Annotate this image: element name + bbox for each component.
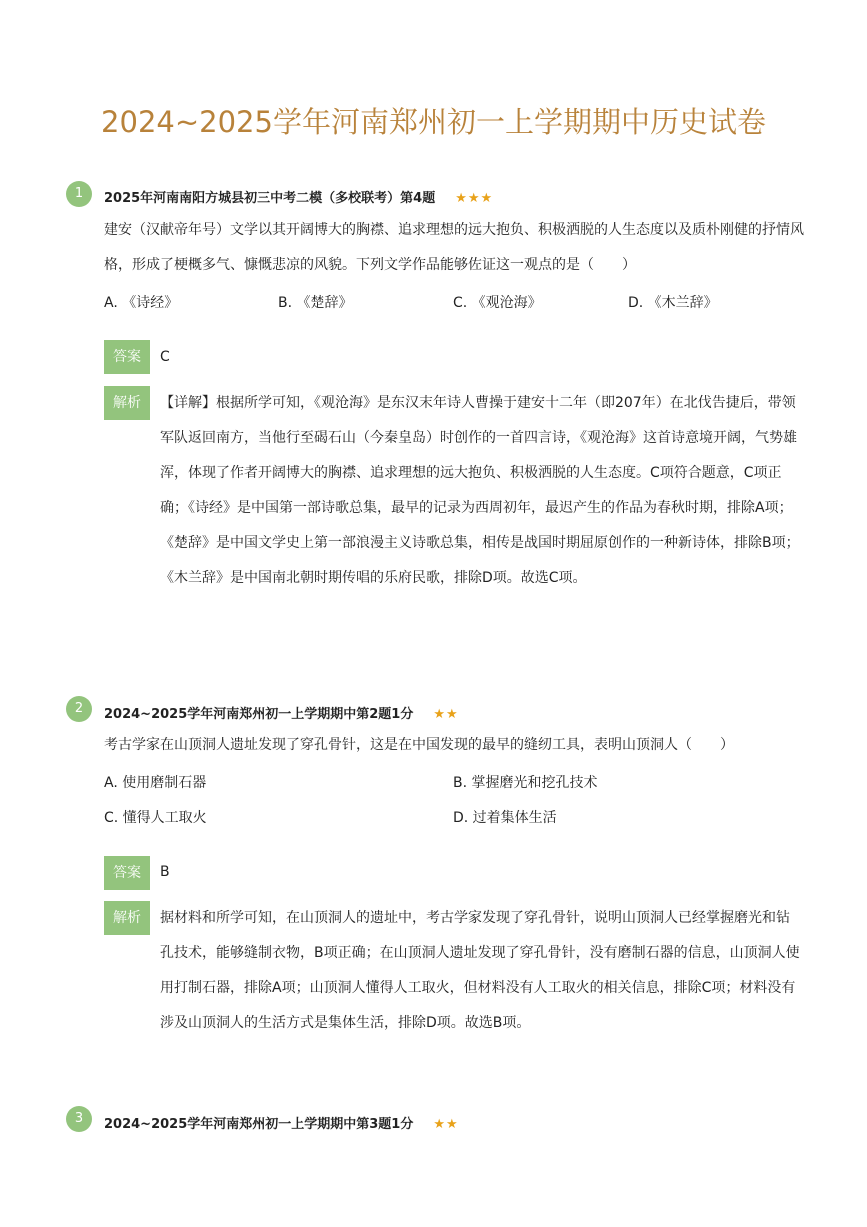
option-c: C. 《观沧海》 (453, 295, 542, 311)
question-source-text: 2024~2025学年河南郑州初一上学期期中第3题1分 (104, 1117, 414, 1132)
question-stem: 建安（汉献帝年号）文学以其开阔博大的胸襟、追求理想的远大抱负、积极洒脱的人生态度以及质朴刚健的抒情风格，形成了梗概多气、慷慨悲凉的风貌。下列文学作品能够佐证这一观点的是（ ） (104, 222, 804, 273)
analysis-tag: 解析 (104, 386, 150, 420)
question-source (104, 703, 459, 722)
question-source-text: 2024~2025学年河南郑州初一上学期期中第2题1分 (104, 707, 414, 722)
question-number-badge: 2 (66, 696, 92, 722)
option-d: D. 《木兰辞》 (628, 295, 718, 311)
answer-value: C (160, 349, 170, 365)
analysis-text: 【详解】根据所学可知，《观沧海》是东汉末年诗人曹操于建安十二年（即207年）在北伐告捷后，带领军队返回南方，当他行至碣石山（今秦皇岛）时创作的一首四言诗，《观沧海》这首诗意境开阔，气势雄浑，体现了作者开阔博大的胸襟、追求理想的远大抱负、积极洒脱的人生态度。C项符合题意，C项正确；《诗经》是中国第一部诗歌总集，最早的记录为西周初年，最迟产生的作品为春秋时期，排除A项；《楚辞》是中国文学史上第一部浪漫主义诗歌总集，相传是战国时期屈原创作的一种新诗体，排除B项；《木兰辞》是中国南北朝时期传唱的乐府民歌，排除D项。故选C项。 (160, 395, 800, 586)
question-source-text: 2025年河南南阳方城县初三中考二模（多校联考）第4题 (104, 191, 436, 206)
page-title: 2024~2025学年河南郑州初一上学期期中历史试卷 (101, 105, 766, 139)
question-stem: 考古学家在山顶洞人遗址发现了穿孔骨针，这是在中国发现的最早的缝纫工具，表明山顶洞人（ ） (104, 737, 734, 753)
question-number-badge: 1 (66, 181, 92, 207)
answer-value: B (160, 864, 170, 880)
answer-tag: 答案 (104, 856, 150, 890)
option-a: A. 《诗经》 (104, 295, 179, 311)
option-b: B. 《楚辞》 (278, 295, 353, 311)
question-source (104, 187, 493, 206)
option-b: B. 掌握磨光和挖孔技术 (453, 775, 598, 791)
analysis-tag: 解析 (104, 901, 150, 935)
question-source (104, 1113, 459, 1132)
difficulty-stars: ★★ (433, 707, 459, 722)
difficulty-stars: ★★ (433, 1117, 459, 1132)
analysis-text: 据材料和所学可知，在山顶洞人的遗址中，考古学家发现了穿孔骨针，说明山顶洞人已经掌握磨光和钻孔技术，能够缝制衣物，B项正确；在山顶洞人遗址发现了穿孔骨针，没有磨制石器的信息，山顶洞人使用打制石器，排除A项；山顶洞人懂得人工取火，但材料没有人工取火的相关信息，排除C项；材料没有涉及山顶洞人的生活方式是集体生活，排除D项。故选B项。 (160, 910, 800, 1031)
option-d: D. 过着集体生活 (453, 810, 557, 826)
answer-tag: 答案 (104, 340, 150, 374)
option-c: C. 懂得人工取火 (104, 810, 207, 826)
option-a: A. 使用磨制石器 (104, 775, 207, 791)
difficulty-stars: ★★★ (455, 191, 494, 206)
question-number-badge: 3 (66, 1106, 92, 1132)
